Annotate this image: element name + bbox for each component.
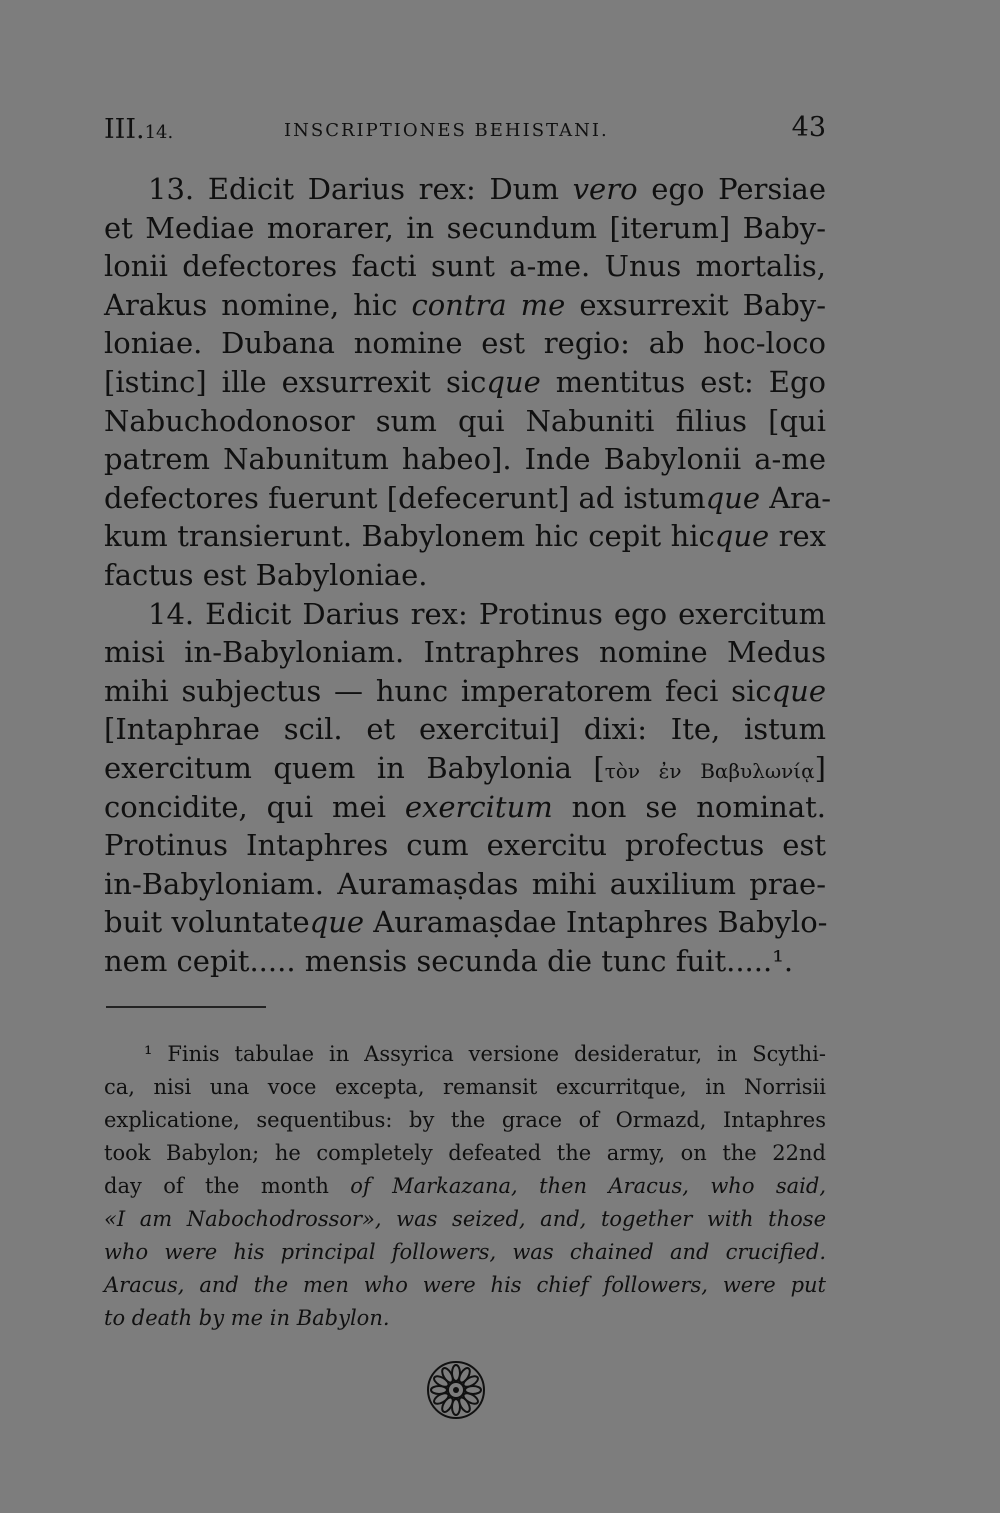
footnote-rule (106, 1006, 266, 1008)
running-header (104, 108, 826, 148)
text-line (104, 402, 826, 441)
text-line (104, 517, 826, 556)
footnote-line (104, 1137, 826, 1170)
text-line (104, 826, 826, 865)
italic-text: contra me (411, 287, 566, 322)
italic-text: «I am Nabochodrossor», was seized, and, together with those (104, 1207, 826, 1231)
text-line (104, 556, 826, 595)
italic-text: exercitum (404, 789, 553, 824)
footnote-line (104, 1038, 826, 1071)
text-line (104, 324, 826, 363)
text-run: explicatione, sequentibus: by the grace of Ormazd, Intaphres (104, 1108, 826, 1132)
text-run: ] (814, 750, 826, 785)
italic-text: who were his principal followers, was chained and crucified. (104, 1240, 826, 1264)
text-run: non se nominat. (552, 789, 826, 824)
italic-text: que (309, 905, 365, 940)
italic-text: que (486, 364, 541, 399)
text-line (104, 209, 826, 248)
italic-text: que (771, 673, 826, 708)
italic-text: of Markazana, then Aracus, who said, (350, 1174, 826, 1198)
page-number: 43 (791, 112, 826, 143)
section-number: III.14. (104, 114, 174, 145)
text-run: factus est Babyloniae. (104, 557, 428, 592)
italic-text: Aracus, and the men who were his chief followers, were put (104, 1273, 826, 1297)
footnote-line (104, 1071, 826, 1104)
text-run: 14. Edicit Darius rex: Protinus ego exercitum (148, 596, 826, 631)
text-run: exsurrexit Baby- (565, 287, 826, 322)
text-run: Arakus nomine, hic (104, 287, 412, 322)
text-line (104, 749, 826, 788)
footnote-line (104, 1236, 826, 1269)
greek-text: τὸν ἐν Βαβυλωνίᾳ (604, 758, 815, 783)
footnote (104, 1038, 826, 1335)
italic-text: que (714, 519, 770, 554)
footnote-line (104, 1104, 826, 1137)
italic-text: vero (572, 172, 638, 206)
text-run: misi in-Babyloniam. Intraphres nomine Medus (104, 635, 826, 670)
text-run: Ara- (759, 480, 832, 515)
text-run: mentitus est: Ego (540, 364, 826, 399)
text-line (104, 247, 826, 286)
main-text (104, 170, 832, 980)
text-run: loniae. Dubana nomine est regio: ab hoc-loco (104, 326, 826, 361)
text-run: patrem Nabunitum habeo]. Inde Babylonii a-me (104, 442, 826, 477)
text-run: lonii defectores facti sunt a-me. Unus mortalis, (104, 249, 826, 284)
text-line (104, 788, 826, 827)
footnote-line (104, 1302, 826, 1335)
running-title: INSCRIPTIONES BEHISTANI. (284, 120, 609, 141)
text-line (104, 440, 826, 479)
text-run: 13. Edicit Darius rex: Dum (148, 172, 573, 206)
text-run: kum transierunt. Babylonem hic cepit hic (104, 519, 715, 554)
text-run: Nabuchodonosor sum qui Nabuniti filius [qui (104, 403, 826, 438)
text-run: concidite, qui mei (104, 789, 405, 824)
text-line (104, 710, 826, 749)
text-run: Auramaṣdae Intaphres Babylo- (364, 905, 828, 940)
text-run: [istinc] ille exsurrexit sic (104, 364, 487, 399)
text-line (104, 363, 826, 402)
text-run: et Mediae morarer, in secundum [iterum] Baby- (104, 210, 826, 245)
footnote-line (104, 1203, 826, 1236)
text-line (104, 903, 826, 942)
text-run: ¹ Finis tabulae in Assyrica versione desideratur, in Scythi- (144, 1042, 826, 1066)
text-line (104, 672, 826, 711)
text-line (104, 595, 826, 634)
footnote-line (104, 1170, 826, 1203)
text-line (104, 286, 826, 325)
footnote-line (104, 1269, 826, 1302)
text-line (104, 942, 826, 981)
text-line (104, 865, 826, 904)
text-run: nem cepit..... mensis secunda die tunc fuit.....¹. (104, 943, 794, 978)
text-run: defectores fuerunt [defecerunt] ad istum (104, 480, 706, 515)
text-line (104, 633, 826, 672)
italic-text: que (705, 480, 760, 515)
italic-text: to death by me in Babylon. (104, 1306, 390, 1330)
text-run: took Babylon; he completely defeated the army, on the 22nd (104, 1141, 826, 1165)
text-run: buit voluntate (104, 905, 310, 940)
text-run: Protinus Intaphres cum exercitu profectus est (104, 828, 826, 863)
text-run: ego Persiae (637, 172, 826, 206)
text-run: rex (769, 519, 826, 554)
rosette-ornament-icon (424, 1358, 488, 1422)
text-run: exercitum quem in Babylonia [ (104, 750, 605, 785)
text-run: mihi subjectus — hunc imperatorem feci sic (104, 673, 772, 708)
text-run: ca, nisi una voce excepta, remansit excurritque, in Norrisii (104, 1075, 826, 1099)
text-run: day of the month (104, 1174, 351, 1198)
text-run: in-Babyloniam. Auramaṣdas mihi auxilium prae- (104, 866, 826, 901)
text-line (104, 170, 826, 209)
text-line (104, 479, 832, 518)
text-run: [Intaphrae scil. et exercitui] dixi: Ite, istum (104, 712, 826, 747)
